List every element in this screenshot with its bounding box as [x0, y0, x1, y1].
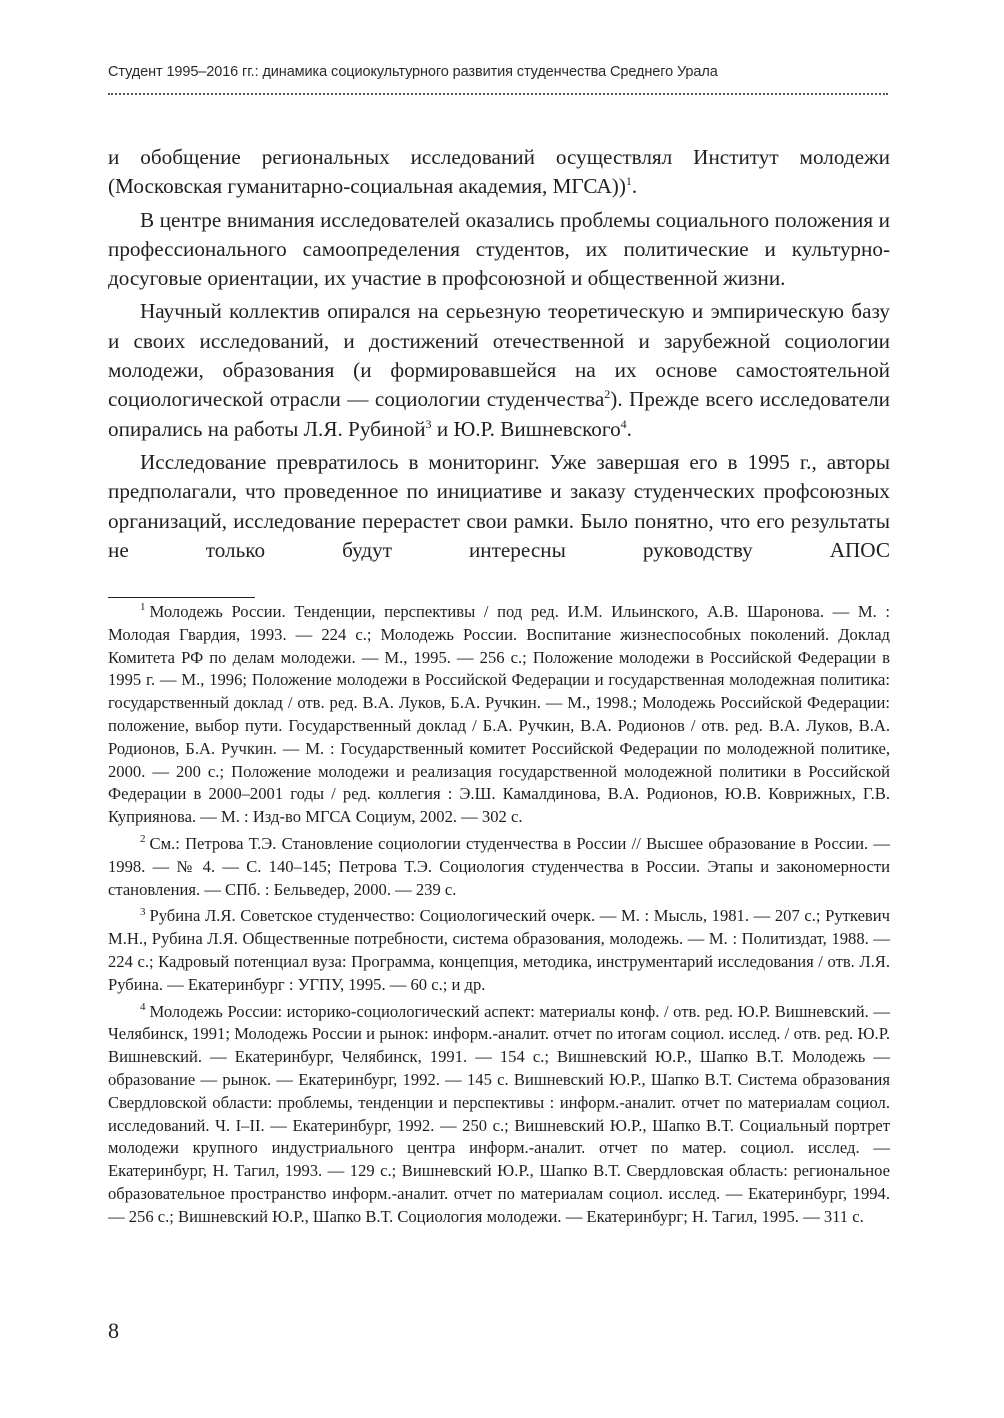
paragraph-3-end: . [626, 416, 632, 441]
header-dotted-divider [108, 93, 888, 95]
footnote-4-text: Молодежь России: историко-социологический аспект: материалы конф. / отв. ред. Ю.Р. Вишневский. — Челябинск, 1991; Молодежь России и рынок: информ.-аналит. отчет по итогам социол. исслед. / отв. ред. Ю.Р. Вишневский. — Екатеринбург, Челябинск, 1991. — 154 с.; Вишневский Ю.Р., Шапко В.Т. Молодежь — образование — рынок. — Екатеринбург, 1992. — 145 с. Вишневский Ю.Р., Шапко В.Т. Система образования Свердловской области: проблемы, тенденции и перспективы : информ.-аналит. отчет по материалам социол. исследований. Ч. I–II. — Екатеринбург, 1992. — 250 с.; Вишневский Ю.Р., Шапко В.Т. Социальный портрет молодежи крупного индустриального центра информ.-аналит. отчет по матер. социол. исслед. — Екатеринбург, Н. Тагил, 1993. — 129 с.; Вишневский Ю.Р., Шапко В.Т. Свердловская область: региональное образовательное пространство информ.-аналит. отчет по материалам социол. исслед. — Екатеринбург, 1994. — 256 с.; Вишневский Ю.Р., Шапко В.Т. Социология молодежи. — Екатеринбург; Н. Тагил, 1995. — 311 с. [108, 1001, 890, 1226]
footnote-1-number: 1 [140, 601, 146, 614]
paragraph-3-text-a: Научный коллектив опирался на серьезную теоретическую и эмпирическую базу и своих исследований, и достижений отечественной и зарубежной социологии молодежи, образования (и формировавшейся на их основе самостоятельной социологической отрасли — социологии студенчества [108, 299, 890, 412]
footnote-4-number: 4 [140, 1001, 146, 1014]
footnote-ref-4[interactable]: 4 [620, 416, 627, 431]
paragraph-4: Исследование превратилось в мониторинг. Уже завершая его в 1995 г., авторы предполагали, что проведенное по инициативе и заказу студенческих профсоюзных организаций, исследование перерастет свои рамки. Было понятно, что его результаты не только будут интересны руководству АПОС [108, 449, 890, 562]
footnote-3-text: Рубина Л.Я. Советское студенчество: Социологический очерк. — М. : Мысль, 1981. — 207 с.; Руткевич М.Н., Рубина Л.Я. Общественные потребности, система образования, молодежь. — М. : Политиздат, 1988. — 224 с.; Кадровый потенциал вуза: Программа, концепция, методика, инструментарий исследования / отв. Л.Я. Рубина. — Екатеринбург : УГПУ, 1995. — 60 с.; и др. [108, 906, 890, 994]
paragraph-3 [108, 297, 890, 443]
footnote-ref-2[interactable]: 2 [604, 387, 611, 402]
paragraph-3-text-c: и Ю.Р. Вишневского [431, 416, 621, 441]
footnote-ref-3[interactable]: 3 [425, 416, 432, 431]
footnotes-section [108, 601, 890, 1233]
paragraph-1-text: и обобщение региональных исследований осуществлял Институт молодежи (Московская гуманитарно-социальная академия, МГСА)) [108, 145, 890, 199]
running-header-title: Студент 1995–2016 гг.: динамика социокультурного развития студенчества Среднего Урала [108, 64, 718, 80]
footnote-4 [108, 1001, 890, 1229]
footnote-2-number: 2 [140, 833, 146, 846]
paragraph-3-text-b: ). Прежде всего исследователи опирались на работы Л.Я. Рубиной [108, 387, 890, 441]
footnote-1-text: Молодежь России. Тенденции, перспективы / под ред. И.М. Ильинского, А.В. Шаронова. — М. : Молодая Гвардия, 1993. — 224 с.; Молодежь России. Воспитание жизнеспособных поколений. Доклад Комитета РФ по делам молодежи. — М., 1995. — 256 с.; Положение молодежи в Российской Федерации в 1995 г. — М., 1996; Положение молодежи в Российской Федерации и государственная молодежная политика: государственный доклад / отв. ред. В.А. Луков, Б.А. Ручкин. — М., 1998.; Молодежь Российской Федерации: положение, выбор пути. Государственный доклад / Б.А. Ручкин, В.А. Родионов / отв. ред. В.А. Луков, В.А. Родионов, Б.А. Ручкин. — М. : Государственный комитет Российской Федерации по молодежной политике, 2000. — 200 с.; Положение молодежи и реализация государственной молодежной политики в Российской Федерации в 2000–2001 годы / ред. коллегия : Э.Ш. Камалдинова, В.А. Родионов, Ю.В. Коврижных, Г.В. Куприянова. — М. : Изд-во МГСА Социум, 2002. — 302 с. [108, 602, 890, 827]
paragraph-1-end: . [631, 174, 638, 199]
footnote-2-text: См.: Петрова Т.Э. Становление социологии студенчества в России // Высшее образование в России. — 1998. — № 4. — С. 140–145; Петрова Т.Э. Социология студенчества в России. Этапы и закономерности становления. — СПб. : Бельведер, 2000. — 239 с. [108, 833, 890, 899]
main-body-text [108, 143, 890, 569]
footnote-2 [108, 833, 890, 901]
footnote-3 [108, 905, 890, 996]
paragraph-1 [108, 143, 890, 202]
page-number: 8 [108, 1318, 119, 1343]
footnote-ref-1[interactable]: 1 [625, 174, 632, 189]
footnote-1 [108, 601, 890, 829]
footnote-3-number: 3 [140, 905, 146, 918]
paragraph-2: В центре внимания исследователей оказались проблемы социального положения и профессионального самоопределения студентов, их политические и культурно-досуговые ориентации, их участие в профсоюзной и общественной жизни. [108, 207, 890, 291]
footnote-separator [108, 597, 255, 598]
